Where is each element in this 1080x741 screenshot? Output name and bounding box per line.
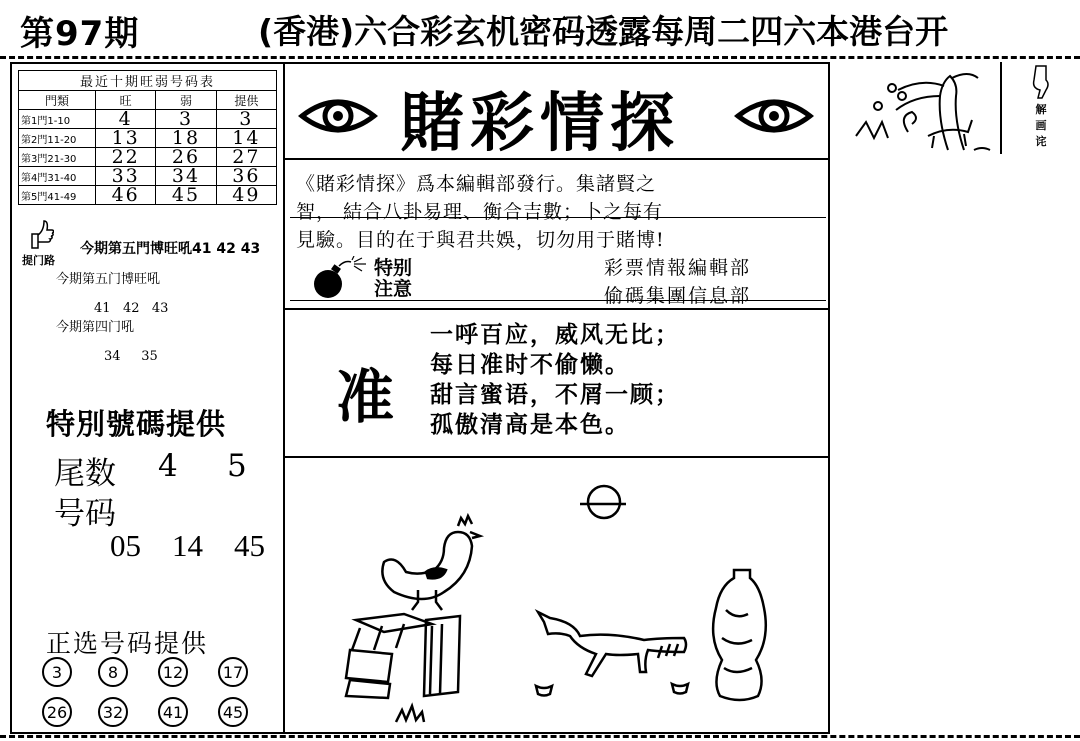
table-cell: 14 <box>216 129 276 148</box>
row-label: 第5門41-49 <box>19 186 96 205</box>
table-cell: 22 <box>96 148 156 167</box>
table-cell: 46 <box>96 186 156 205</box>
rooster-icon <box>382 516 480 610</box>
table-row <box>19 167 277 186</box>
issue-number: 第97期 <box>20 14 140 54</box>
eye-icon <box>734 94 814 138</box>
poem-line: 一呼百应，威风无比； <box>430 322 680 348</box>
table-cell: 33 <box>96 167 156 186</box>
table-header: 提供 <box>216 91 276 110</box>
tips-numbers: 41 42 43 <box>94 301 169 316</box>
table-cell: 27 <box>216 148 276 167</box>
table-row <box>19 110 277 129</box>
row-label: 第3門21-30 <box>19 148 96 167</box>
table-cell: 13 <box>96 129 156 148</box>
sidebar-divider <box>1000 62 1002 154</box>
eye-icon <box>298 94 378 138</box>
intro-line: 《賭彩情探》爲本編輯部發行。集諸賢之 <box>296 173 657 195</box>
department-name: 偷碼集團信息部 <box>604 285 752 307</box>
intro-line: 見驗。目的在于與君共娛，切勿用于賭博! <box>296 229 665 251</box>
table-header: 門類 <box>19 91 96 110</box>
tips-line: 今期第四门吼 <box>56 320 135 335</box>
top-divider <box>0 56 1080 59</box>
fox-icon <box>538 612 686 676</box>
poem-line: 甜言蜜语，不屑一顾； <box>430 382 680 408</box>
department-list <box>604 254 751 310</box>
number-ball: 45 <box>218 697 248 727</box>
notice-label <box>374 258 412 300</box>
poem-line: 孤傲清高是本色。 <box>430 412 630 438</box>
crates-icon <box>346 614 460 698</box>
table-cell: 36 <box>216 167 276 186</box>
row-label: 第2門11-20 <box>19 129 96 148</box>
table-cell: 3 <box>156 110 216 129</box>
tips-label: 提门路 <box>22 254 55 267</box>
pointing-hand-icon <box>1028 64 1054 100</box>
number-ball: 32 <box>98 697 128 727</box>
zhun-character: 准 <box>336 363 395 431</box>
code-values: 05 14 45 <box>110 528 265 563</box>
riddle-label: 解画诧 <box>1035 103 1047 148</box>
intro-text <box>296 170 826 254</box>
animal-scene-icon <box>848 66 998 154</box>
tips-line: 今期第五门博旺吼 <box>56 272 161 287</box>
poem <box>430 320 680 440</box>
picks-heading: 正选号码提供 <box>46 629 209 658</box>
number-ball: 8 <box>98 657 128 687</box>
notice-line: 注意 <box>374 278 413 300</box>
number-ball: 17 <box>218 657 248 687</box>
gourd-icon <box>713 570 766 700</box>
table-caption: 最近十期旺弱号码表 <box>19 71 277 91</box>
number-ball: 26 <box>42 697 72 727</box>
hot-cold-table <box>18 70 277 205</box>
number-ball: 12 <box>158 657 188 687</box>
bottom-divider <box>0 735 1080 738</box>
table-row <box>19 148 277 167</box>
intro-line: 智， 結合八卦易理、衡合吉數；卜之每有 <box>296 201 664 223</box>
riddle-illustration <box>286 460 826 732</box>
column-divider <box>283 62 285 734</box>
page-title: (香港)六合彩玄机密码透露每周二四六本港台开 <box>258 12 949 51</box>
row-label: 第1門1-10 <box>19 110 96 129</box>
table-cell: 4 <box>96 110 156 129</box>
notice-line: 特别 <box>374 257 413 279</box>
tips-headline: 今期第五門博旺吼41 42 43 <box>80 241 261 257</box>
department-name: 彩票情報編輯部 <box>604 257 752 279</box>
table-row <box>19 129 277 148</box>
bomb-icon <box>312 256 370 300</box>
row-label: 第4門31-40 <box>19 167 96 186</box>
table-row <box>19 186 277 205</box>
sun-icon <box>588 486 620 518</box>
brand-title: 賭彩情探 <box>400 86 680 161</box>
table-cell: 34 <box>156 167 216 186</box>
poem-line: 每日准时不偷懒。 <box>430 352 630 378</box>
table-cell: 49 <box>216 186 276 205</box>
tail-values: 4 5 <box>158 448 247 484</box>
table-cell: 45 <box>156 186 216 205</box>
table-cell: 18 <box>156 129 216 148</box>
table-header: 旺 <box>96 91 156 110</box>
code-label: 号码 <box>54 496 116 532</box>
special-heading: 特別號碼提供 <box>46 407 227 441</box>
tail-label: 尾数 <box>54 456 116 492</box>
number-ball: 41 <box>158 697 188 727</box>
number-ball: 3 <box>42 657 72 687</box>
table-cell: 26 <box>156 148 216 167</box>
thumbs-up-icon <box>28 216 54 252</box>
table-header: 弱 <box>156 91 216 110</box>
poem-divider <box>283 456 830 458</box>
table-cell: 3 <box>216 110 276 129</box>
tips-numbers: 34 35 <box>104 349 158 364</box>
